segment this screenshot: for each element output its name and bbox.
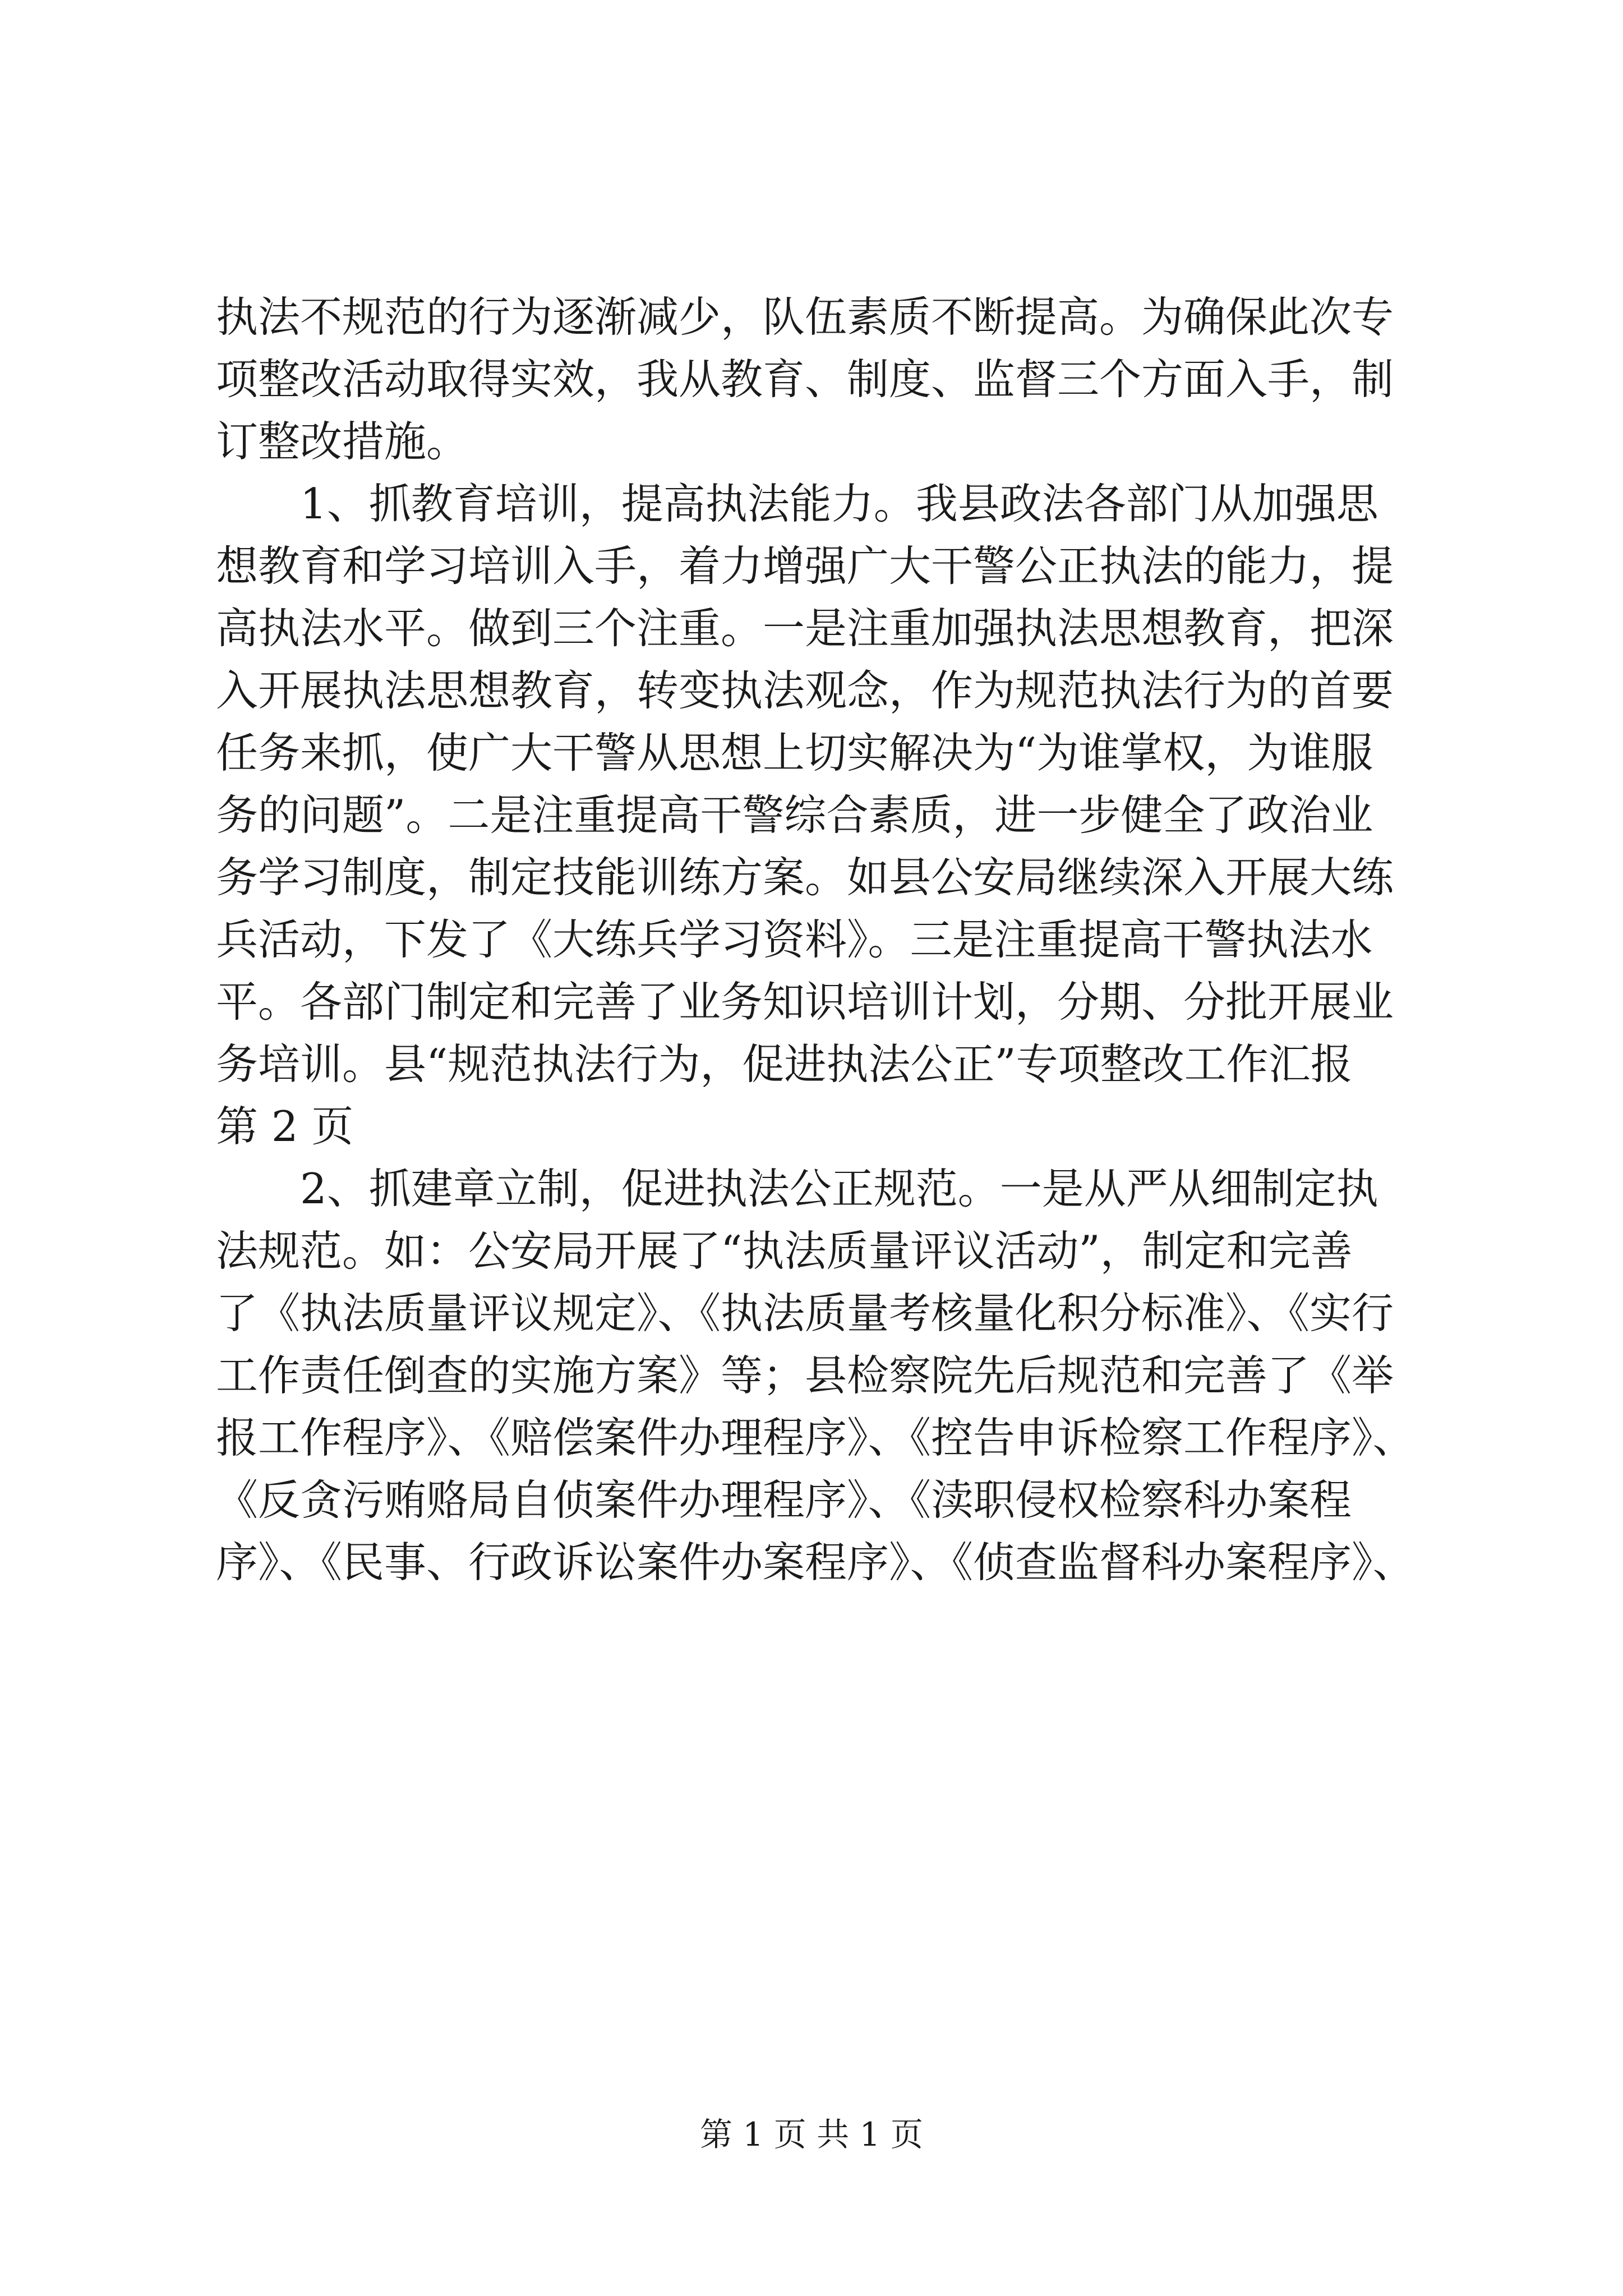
body-text (216, 286, 1472, 1594)
text-line: 第 2 页 (216, 1102, 354, 1151)
text-line: 务学习制度，制定技能训练方案。如县公安局继续深入开展大练 (216, 853, 1394, 902)
text-line: 任务来抓，使广大干警从思想上切实解决为“为谁掌权，为谁服 (216, 728, 1373, 777)
text-line: 想教育和学习培训入手，着力增强广大干警公正执法的能力，提 (216, 541, 1394, 591)
text-line: 项整改活动取得实效，我从教育、制度、监督三个方面入手，制 (216, 355, 1394, 404)
text-line: 务的问题”。二是注重提高干警综合素质，进一步健全了政治业 (216, 790, 1373, 840)
text-line: 入开展执法思想教育，转变执法观念，作为规范执法行为的首要 (216, 666, 1394, 715)
text-line: 工作责任倒查的实施方案》等；县检察院先后规范和完善了《举 (216, 1351, 1394, 1400)
text-line: 务培训。县“规范执法行为，促进执法公正”专项整改工作汇报 (216, 1039, 1353, 1089)
page-number: 第 1 页 共 1 页 (700, 2115, 923, 2154)
text-line: 订整改措施。 (216, 417, 469, 466)
text-line: 了《执法质量评议规定》、《执法质量考核量化积分标准》、《实行 (216, 1289, 1394, 1338)
text-line: 兵活动，下发了《大练兵学习资料》。三是注重提高干警执法水 (216, 915, 1373, 964)
text-line: 1、抓教育培训，提高执法能力。我县政法各部门从加强思 (216, 479, 1378, 528)
text-line: 2、抓建章立制，促进执法公正规范。一是从严从细制定执 (216, 1164, 1378, 1213)
text-line: 序》、《民事、行政诉讼案件办案程序》、《侦查监督科办案程序》、 (216, 1538, 1415, 1587)
page-footer (0, 2115, 1623, 2154)
text-line: 高执法水平。做到三个注重。一是注重加强执法思想教育，把深 (216, 604, 1394, 653)
text-line: 报工作程序》、《赔偿案件办理程序》、《控告申诉检察工作程序》、 (216, 1413, 1415, 1462)
text-line: 法规范。如：公安局开展了“执法质量评议活动”，制定和完善 (216, 1226, 1353, 1276)
text-line: 平。各部门制定和完善了业务知识培训计划，分期、分批开展业 (216, 977, 1394, 1027)
text-line: 《反贪污贿赂局自侦案件办理程序》、《渎职侵权检察科办案程 (216, 1475, 1352, 1525)
text-line: 执法不规范的行为逐渐减少，队伍素质不断提高。为确保此次专 (216, 292, 1394, 342)
